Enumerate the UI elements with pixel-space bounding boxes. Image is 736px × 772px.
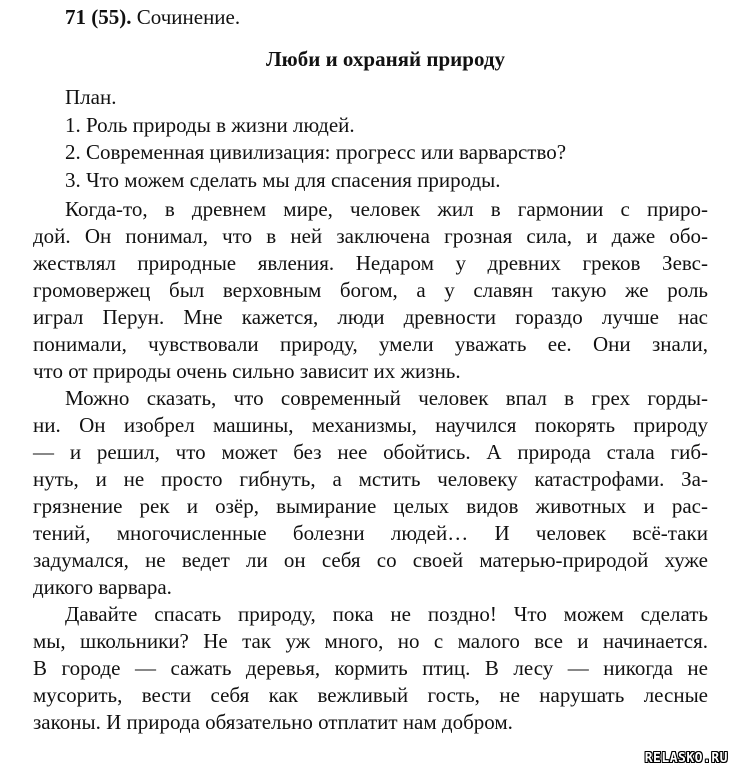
essay-plan	[65, 84, 566, 194]
text-line: что от природы очень сильно зависит их жизнь.	[33, 359, 461, 383]
text-line: задумался, не ведет ли он себя со своей матерью-природой хуже	[33, 548, 708, 572]
plan-item: 2. Современная цивилизация: прогресс или варварство?	[65, 140, 567, 164]
text-line: играл Перун. Мне кажется, люди древности гораздо лучше нас	[33, 305, 708, 329]
text-line: громовержец был верховным богом, а у славян такую же роль	[33, 278, 708, 302]
paragraph	[33, 196, 708, 385]
text-line: понимали, чувствовали природу, умели уважать ее. Они знали,	[33, 332, 708, 356]
exercise-header	[65, 4, 240, 30]
site-watermark: RELASKO.RU	[644, 751, 728, 766]
text-line: жествлял природные явления. Недаром у древних греков Зевс-	[33, 251, 708, 275]
essay-title: Люби и охраняй природу	[266, 47, 505, 71]
exercise-label: Сочинение.	[136, 5, 241, 29]
text-line: грязнение рек и озёр, вымирание целых видов животных и рас-	[33, 494, 708, 518]
text-line: Когда-то, в древнем мире, человек жил в гармонии с приро-	[65, 197, 708, 221]
text-line: тений, многочисленные болезни людей… И человек всё-таки	[33, 521, 708, 545]
paragraph	[33, 385, 708, 601]
exercise-number: 71 (55).	[65, 5, 132, 29]
text-line: законы. И природа обязательно отплатит нам добром.	[33, 710, 513, 734]
text-line: мусорить, вести себя как вежливый гость, не нарушать лесные	[33, 683, 708, 707]
plan-item: 1. Роль природы в жизни людей.	[65, 112, 355, 137]
text-line: нуть, и не просто гибнуть, а мстить человеку катастрофами. За-	[33, 467, 708, 491]
essay-body	[33, 196, 708, 736]
text-line: дой. Он понимал, что в ней заключена грозная сила, и даже обо-	[33, 224, 708, 248]
plan-item: 3. Что можем сделать мы для спасения природы.	[65, 167, 501, 192]
plan-heading: План.	[65, 85, 117, 109]
text-line: дикого варвара.	[33, 575, 172, 599]
text-line: ни. Он изобрел машины, механизмы, научился покорять природу	[33, 413, 708, 437]
text-line: В городе — сажать деревья, кормить птиц. В лесу — никогда не	[33, 656, 708, 680]
text-line: мы, школьники? Не так уж много, но с малого все и начинается.	[33, 629, 708, 653]
text-line: Давайте спасать природу, пока не поздно! Что можем сделать	[65, 602, 708, 626]
paragraph	[33, 601, 708, 736]
text-line: Можно сказать, что современный человек впал в грех горды-	[65, 386, 708, 410]
text-line: — и решил, что может без нее обойтись. А природа стала гиб-	[33, 440, 708, 464]
